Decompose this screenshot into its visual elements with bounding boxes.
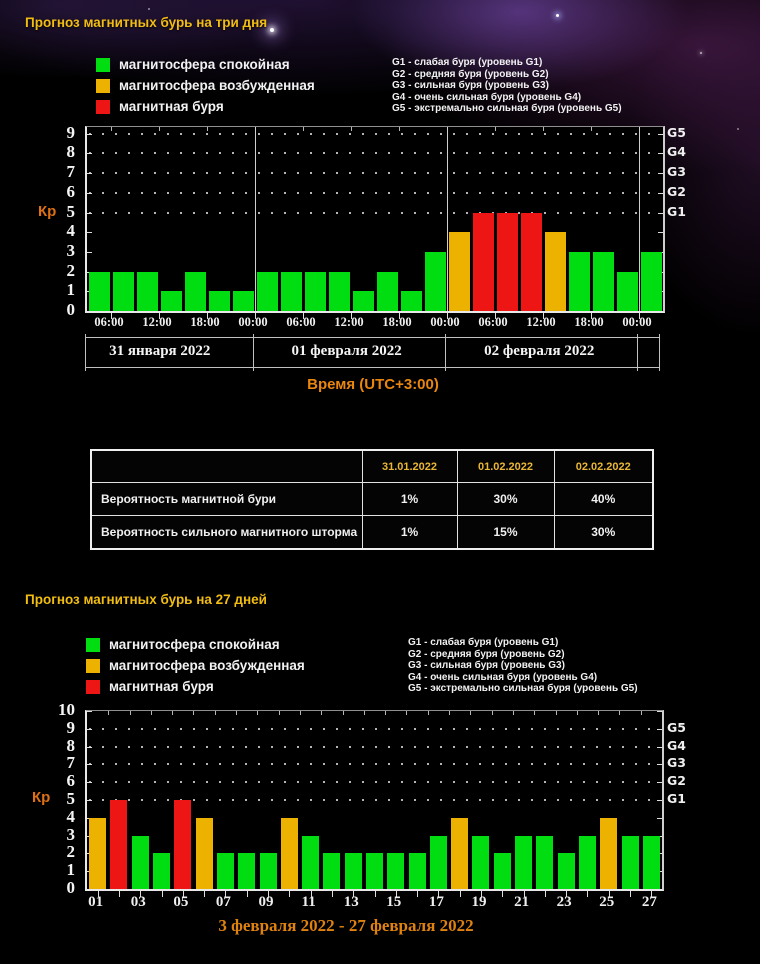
- y-tick-label: 9: [66, 122, 75, 142]
- kp-bar: [89, 818, 106, 889]
- legend-label: магнитосфера спокойная: [119, 57, 290, 72]
- axis-tick: [428, 711, 429, 715]
- axis-tick: [87, 134, 92, 135]
- y-tick-label: 10: [58, 700, 75, 719]
- 27-day-kp-chart: [85, 710, 664, 891]
- kp-bar: [137, 272, 158, 311]
- kp-bar: [593, 252, 614, 311]
- axis-tick: [207, 127, 208, 131]
- g-scale-label: G4: [667, 144, 686, 160]
- date-label: 31 января 2022: [109, 343, 211, 359]
- axis-tick: [279, 711, 280, 715]
- y-tick-label: 7: [66, 753, 75, 773]
- kp-bar: [430, 836, 447, 889]
- axis-tick: [658, 213, 663, 214]
- axis-tick: [108, 711, 109, 715]
- axis-tick: [351, 127, 352, 131]
- y-tick-label: 5: [66, 201, 75, 221]
- axis-tick: [577, 711, 578, 715]
- gridline: [89, 763, 660, 765]
- axis-tick: [556, 711, 557, 715]
- g-axis-labels: [664, 126, 704, 310]
- axis-tick: [87, 800, 92, 801]
- axis-tick: [87, 193, 92, 194]
- axis-tick: [257, 711, 258, 715]
- table-row: [91, 516, 653, 550]
- excited-swatch: [86, 659, 100, 673]
- axis-tick: [657, 800, 662, 801]
- y-tick-label: 1: [66, 280, 75, 300]
- x-tick-label: 07: [215, 894, 231, 910]
- probability-value: 15%: [457, 516, 554, 550]
- gridline: [89, 133, 661, 135]
- axis-tick: [87, 747, 92, 748]
- row-label: Вероятность магнитной бури: [91, 483, 362, 516]
- y-tick-label: 2: [66, 842, 75, 862]
- axis-tick: [87, 764, 92, 765]
- axis-tick: [87, 252, 92, 253]
- x-tick-label: 15: [386, 894, 402, 910]
- y-axis-labels: [34, 122, 80, 319]
- axis-tick: [534, 711, 535, 715]
- kp-bar: [409, 853, 426, 889]
- axis-tick: [598, 711, 599, 715]
- g-scale-label: G1: [667, 791, 686, 806]
- gridline: [89, 172, 661, 174]
- legend-label: магнитосфера возбужденная: [109, 658, 305, 673]
- g-scale-label: G1: [667, 203, 686, 219]
- y-tick-label: 3: [66, 824, 75, 844]
- axis-tick: [87, 213, 92, 214]
- axis-tick: [657, 782, 662, 783]
- axis-tick: [172, 711, 173, 715]
- axis-tick: [215, 711, 216, 715]
- gridline: [89, 728, 660, 730]
- axis-tick: [513, 711, 514, 715]
- axis-tick: [111, 127, 112, 131]
- axis-tick: [658, 232, 663, 233]
- axis-tick: [492, 711, 493, 715]
- g-legend-line: G5 - экстремально сильная буря (уровень G5): [392, 103, 622, 115]
- g-scale-legend: [392, 57, 622, 115]
- axis-tick: [495, 127, 496, 131]
- legend-row-excited: [86, 658, 305, 673]
- kp-bar: [569, 252, 590, 311]
- star: [270, 28, 274, 32]
- axis-tick: [657, 747, 662, 748]
- axis-tick: [193, 711, 194, 715]
- date-axis-tick: [85, 334, 86, 371]
- kp-bar: [473, 213, 494, 312]
- kp-bar: [281, 272, 302, 311]
- date-axis: [85, 337, 660, 368]
- star: [700, 52, 702, 54]
- y-tick-label: 0: [66, 878, 75, 897]
- time-axis-labels: [85, 315, 661, 331]
- x-tick-label: 18:00: [574, 315, 604, 329]
- kp-bar: [353, 291, 374, 311]
- g-axis-labels: [664, 710, 704, 888]
- axis-tick: [406, 711, 407, 715]
- y-tick-label: 6: [66, 771, 75, 791]
- three-day-forecast-title: Прогноз магнитных бурь на три дня: [25, 15, 268, 30]
- y-tick-label: 5: [66, 789, 75, 808]
- x-tick-label: 13: [343, 894, 359, 910]
- table-header-empty: [91, 450, 362, 483]
- kp-bar: [153, 853, 170, 889]
- star: [148, 8, 150, 10]
- axis-tick: [87, 153, 92, 154]
- row-label: Вероятность сильного магнитного шторма: [91, 516, 362, 550]
- legend-label: магнитная буря: [109, 679, 214, 694]
- kp-bar: [345, 853, 362, 889]
- kp-bar: [497, 213, 518, 312]
- g-legend-line: G2 - средняя буря (уровень G2): [408, 648, 565, 660]
- g-legend-line: G1 - слабая буря (уровень G1): [408, 637, 559, 648]
- y-tick-label: 1: [66, 860, 75, 880]
- kp-bar: [132, 836, 149, 889]
- kp-bar: [494, 853, 511, 889]
- kp-bar: [305, 272, 326, 311]
- kp-bar: [260, 853, 277, 889]
- probability-value: 40%: [554, 483, 653, 516]
- g-legend-line: G3 - сильная буря (уровень G3): [392, 80, 549, 92]
- 27-day-forecast-title: Прогноз магнитных бурь на 27 дней: [25, 592, 267, 607]
- x-tick-label: 06:00: [478, 315, 508, 329]
- kp-bar: [161, 291, 182, 311]
- kp-bar: [617, 272, 638, 311]
- x-tick-label: 12:00: [526, 315, 556, 329]
- kp-bar: [387, 853, 404, 889]
- g-scale-label: G2: [667, 773, 686, 789]
- g-scale-label: G3: [667, 164, 686, 180]
- y-tick-label: 8: [66, 142, 75, 162]
- kp-bar: [281, 818, 298, 889]
- quiet-swatch: [86, 638, 100, 652]
- axis-tick: [87, 782, 92, 783]
- kp-bar: [641, 252, 662, 311]
- g-scale-label: G5: [667, 719, 686, 735]
- kp-bar: [401, 291, 422, 311]
- g-legend-line: G2 - средняя буря (уровень G2): [392, 68, 549, 80]
- table-header-date: 01.02.2022: [457, 450, 554, 483]
- legend-row-quiet: [86, 637, 305, 652]
- x-tick-label: 25: [599, 894, 615, 910]
- kp-bar: [323, 853, 340, 889]
- axis-tick: [87, 232, 92, 233]
- gridline: [89, 192, 661, 194]
- axis-tick: [641, 711, 642, 715]
- y-tick-label: 0: [66, 300, 75, 319]
- axis-tick: [151, 711, 152, 715]
- axis-tick: [87, 729, 92, 730]
- axis-tick: [658, 193, 663, 194]
- kp-bar: [449, 232, 470, 311]
- kp-bar: [329, 272, 350, 311]
- legend-label: магнитосфера возбужденная: [119, 78, 315, 93]
- x-tick-label: 00:00: [238, 315, 268, 329]
- y-tick-label: 4: [66, 221, 75, 241]
- kp-bar: [451, 818, 468, 889]
- g-legend-line: G4 - очень сильная буря (уровень G4): [392, 91, 582, 103]
- g-legend-line: G3 - сильная буря (уровень G3): [408, 660, 565, 672]
- kp-bar: [174, 800, 191, 889]
- table-header-date: 02.02.2022: [554, 450, 653, 483]
- gridline: [89, 781, 660, 783]
- kp-bar: [113, 272, 134, 311]
- axis-tick: [364, 711, 365, 715]
- kp-color-legend: [86, 637, 305, 694]
- x-tick-label: 23: [556, 894, 572, 910]
- x-tick-label: 11: [301, 894, 316, 910]
- axis-tick: [87, 711, 92, 712]
- time-axis-caption: Время (UTC+3:00): [307, 376, 439, 393]
- axis-tick: [236, 711, 237, 715]
- storm-swatch: [96, 100, 110, 114]
- x-tick-label: 09: [258, 894, 274, 910]
- kp-color-legend: [96, 57, 315, 114]
- x-tick-label: 18:00: [382, 315, 412, 329]
- table-header-row: [91, 450, 653, 483]
- kp-bar: [257, 272, 278, 311]
- kp-bar: [302, 836, 319, 889]
- x-tick-label: 17: [428, 894, 444, 910]
- legend-row-storm: [96, 99, 315, 114]
- date-axis-tick: [637, 334, 638, 371]
- probability-value: 1%: [362, 483, 457, 516]
- axis-tick: [657, 764, 662, 765]
- kp-bar: [89, 272, 110, 311]
- kp-bar: [472, 836, 489, 889]
- kp-bar: [643, 836, 660, 889]
- kp-bar: [515, 836, 532, 889]
- x-tick-label: 06:00: [94, 315, 124, 329]
- date-label: 01 февраля 2022: [291, 343, 402, 359]
- x-tick-label: 01: [88, 894, 104, 910]
- table-header-date: 31.01.2022: [362, 450, 457, 483]
- axis-tick: [658, 153, 663, 154]
- axis-tick: [130, 711, 131, 715]
- g-scale-label: G2: [667, 183, 686, 199]
- g-scale-label: G5: [667, 124, 686, 140]
- kp-bar: [217, 853, 234, 889]
- kp-bar: [233, 291, 254, 311]
- legend-label: магнитосфера спокойная: [109, 637, 280, 652]
- y-tick-label: 4: [66, 806, 75, 826]
- kp-bar: [209, 291, 230, 311]
- axis-tick: [591, 127, 592, 131]
- date-axis-tick: [659, 334, 660, 371]
- axis-tick: [657, 818, 662, 819]
- kp-bar: [110, 800, 127, 889]
- kp-bar: [558, 853, 575, 889]
- axis-tick: [159, 127, 160, 131]
- date-axis-tick: [445, 334, 446, 371]
- date-range-caption: 3 февраля 2022 - 27 февраля 2022: [218, 916, 474, 935]
- quiet-swatch: [96, 58, 110, 72]
- kp-bar: [622, 836, 639, 889]
- g-scale-label: G4: [667, 737, 686, 753]
- kp-bar: [185, 272, 206, 311]
- axis-tick: [399, 127, 400, 131]
- axis-tick: [449, 711, 450, 715]
- star: [737, 128, 739, 130]
- x-tick-label: 03: [130, 894, 146, 910]
- date-axis-tick: [253, 334, 254, 371]
- day-axis-labels: [85, 894, 660, 912]
- probability-value: 30%: [554, 516, 653, 550]
- x-tick-label: 21: [514, 894, 530, 910]
- gridline: [89, 152, 661, 154]
- y-tick-label: 8: [66, 735, 75, 755]
- kp-bar: [600, 818, 617, 889]
- kp-bar: [521, 213, 542, 312]
- x-tick-label: 18:00: [190, 315, 220, 329]
- gridline: [89, 746, 660, 748]
- date-label: 02 февраля 2022: [484, 343, 595, 359]
- table-row: [91, 483, 653, 516]
- y-tick-label: 9: [66, 717, 75, 737]
- axis-tick: [87, 173, 92, 174]
- y-axis-title: Кр: [32, 789, 51, 806]
- g-scale-label: G3: [667, 755, 686, 771]
- kp-bar: [238, 853, 255, 889]
- kp-bar: [366, 853, 383, 889]
- y-tick-label: 6: [66, 181, 75, 201]
- storm-swatch: [86, 680, 100, 694]
- axis-tick: [658, 134, 663, 135]
- y-axis-labels: [28, 700, 80, 897]
- star: [556, 14, 559, 17]
- axis-tick: [543, 127, 544, 131]
- x-tick-label: 19: [471, 894, 487, 910]
- x-tick-label: 12:00: [334, 315, 364, 329]
- excited-swatch: [96, 79, 110, 93]
- axis-tick: [343, 711, 344, 715]
- axis-tick: [619, 711, 620, 715]
- g-legend-line: G4 - очень сильная буря (уровень G4): [408, 671, 598, 683]
- axis-tick: [657, 711, 662, 712]
- legend-row-quiet: [96, 57, 315, 72]
- three-day-kp-chart: [85, 126, 665, 313]
- axis-tick: [300, 711, 301, 715]
- kp-bar: [536, 836, 553, 889]
- gridline: [89, 212, 661, 214]
- kp-bar: [377, 272, 398, 311]
- x-tick-label: 27: [641, 894, 657, 910]
- y-axis-title: Кр: [38, 203, 57, 220]
- kp-bar: [579, 836, 596, 889]
- axis-tick: [303, 127, 304, 131]
- g-scale-legend: [408, 637, 638, 695]
- y-tick-label: 2: [66, 260, 75, 280]
- kp-bar: [196, 818, 213, 889]
- x-tick-label: 05: [173, 894, 189, 910]
- axis-tick: [321, 711, 322, 715]
- probability-value: 1%: [362, 516, 457, 550]
- probability-table: [90, 449, 654, 550]
- legend-row-excited: [96, 78, 315, 93]
- g-legend-line: G5 - экстремально сильная буря (уровень G5): [408, 683, 638, 695]
- x-tick-label: 06:00: [286, 315, 316, 329]
- y-tick-label: 7: [66, 162, 75, 182]
- probability-value: 30%: [457, 483, 554, 516]
- x-tick-label: 12:00: [142, 315, 172, 329]
- axis-tick: [385, 711, 386, 715]
- y-tick-label: 3: [66, 240, 75, 260]
- kp-bar: [425, 252, 446, 311]
- axis-tick: [470, 711, 471, 715]
- legend-label: магнитная буря: [119, 99, 224, 114]
- kp-bar: [545, 232, 566, 311]
- axis-tick: [658, 173, 663, 174]
- legend-row-storm: [86, 679, 305, 694]
- x-tick-label: 00:00: [622, 315, 652, 329]
- axis-tick: [657, 729, 662, 730]
- g-legend-line: G1 - слабая буря (уровень G1): [392, 57, 543, 68]
- x-tick-label: 00:00: [430, 315, 460, 329]
